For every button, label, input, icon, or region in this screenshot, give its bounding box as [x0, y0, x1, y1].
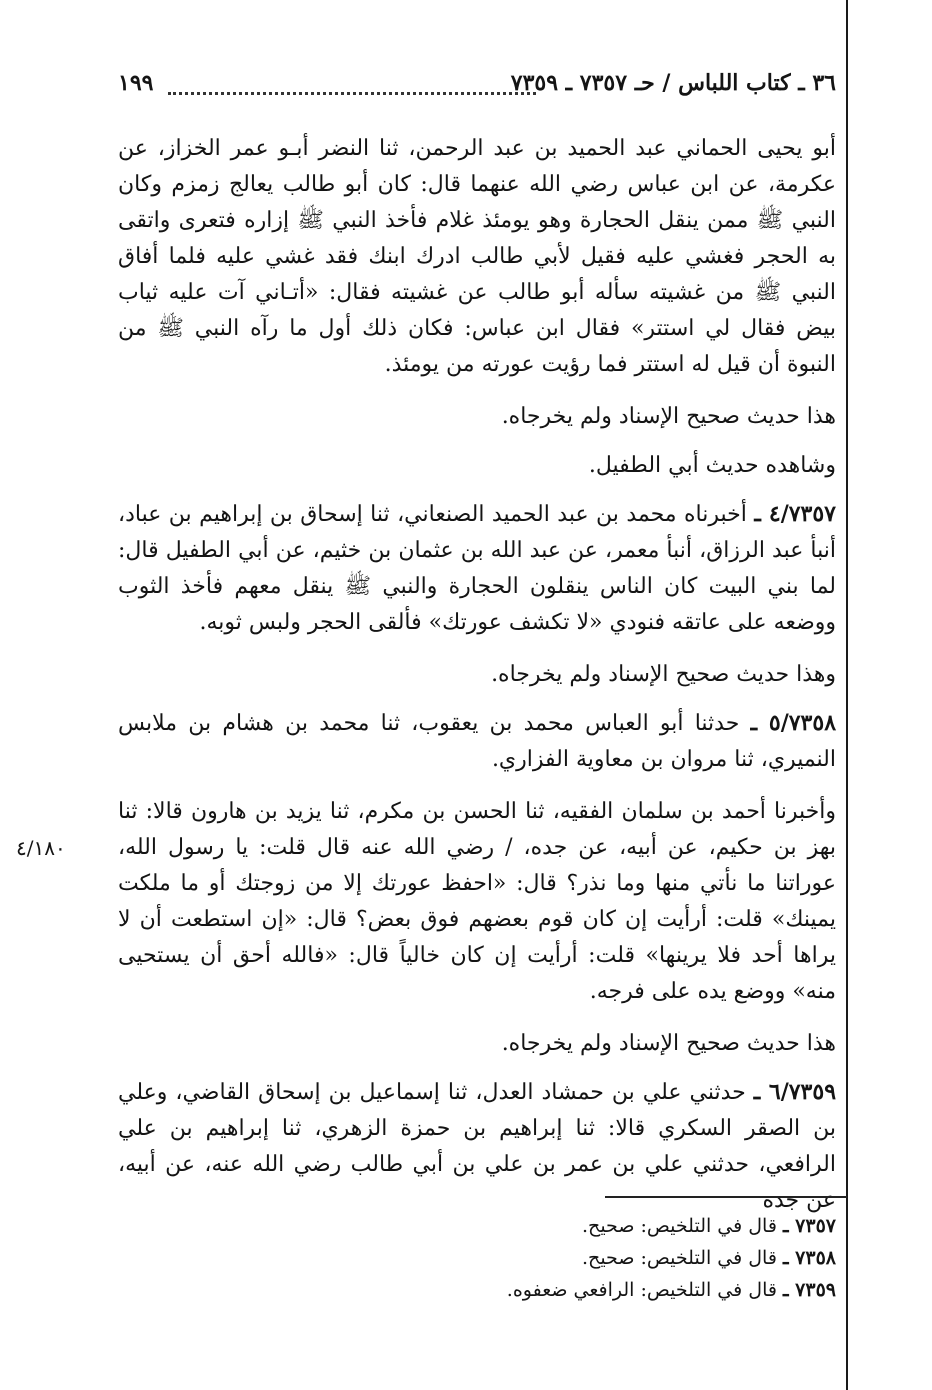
- footnote: ٧٣٥٩ ـ قال في التلخيص: الرافعي ضعفوه.: [506, 1279, 836, 1301]
- margin-reference: ٤/١٨٠: [16, 836, 66, 860]
- footnotes: [300, 1210, 836, 1306]
- hadith-number: ٥/٧٣٥٨ ـ: [750, 710, 837, 736]
- hadith-number: ٦/٧٣٥٩ ـ: [753, 1079, 837, 1105]
- hadith-number: ٤/٧٣٥٧ ـ: [754, 501, 836, 527]
- paragraph: وهذا حديث صحيح الإسناد ولم يخرجاه.: [491, 662, 836, 687]
- paragraph: وشاهده حديث أبي الطفيل.: [588, 453, 836, 478]
- paragraph: هذا حديث صحيح الإسناد ولم يخرجاه.: [501, 1031, 836, 1056]
- paragraph: وأخبرنا أحمد بن سلمان الفقيه، ثنا الحسن بن مكرم، ثنا يزيد بن هارون قالا: ثنا بهز بن حكيم، عن أبيه، عن جده، / رضي الله عنه قال قلت: يا رسول الله، عوراتنا ما نأتي منها وما نذر؟ قال: «احفظ عورتك إلا من زوجتك أو ما ملكت يمينك» قلت: أرأيت إن كان قوم بعضهم فوق بعض؟ قال: «إن استطعت أن لا يراها أحد فلا يرينها» قلت: أرأيت إن كان خالياً قال: «فالله أحق أن يستحيى منه» ووضع يده على فرجه.: [118, 799, 836, 1004]
- header-title: ٣٦ ـ كتاب اللباس / حـ ٧٣٥٧ ـ ٧٣٥٩: [510, 70, 836, 96]
- footnote: ٧٣٥٧ ـ قال في التلخيص: صحيح.: [582, 1215, 836, 1237]
- footnote-separator: [605, 1196, 847, 1198]
- header-dot-leader: [168, 92, 536, 95]
- hadith-paragraph: ٥/٧٣٥٨ ـ حدثنا أبو العباس محمد بن يعقوب، ثنا محمد بن هشام بن ملابس النميري، ثنا مروان بن معاوية الفزاري.: [118, 710, 837, 772]
- main-text: [118, 130, 836, 1234]
- footnote: ٧٣٥٨ ـ قال في التلخيص: صحيح.: [582, 1247, 836, 1269]
- page-binding-line: [846, 0, 848, 1390]
- running-header: [118, 66, 836, 106]
- paragraph: أبو يحيى الحماني عبد الحميد بن عبد الرحمن، ثنا النضر أبـو عمر الخزاز، عن عكرمة، عن ابن عباس رضي الله عنهما قال: كان أبو طالب يعالج زمزم وكان النبي ﷺ ممن ينقل الحجارة وهو يومئذ غلام فأخذ النبي ﷺ إزاره فتعرى واتقى به الحجر فغشي عليه فقيل لأبي طالب ادرك ابنك فقد غشي عليه فلما أفاق النبي ﷺ من غشيته سأله أبو طالب عن غشيته فقال: «أتـاني آت عليه ثياب بيض فقال لي استتر» فقال ابن عباس: فكان ذلك أول ما رآه النبي ﷺ من النبوة أن قيل له استتر فما رؤيت عورته من يومئذ.: [118, 136, 836, 377]
- page-number: ١٩٩: [118, 70, 154, 96]
- hadith-paragraph: ٤/٧٣٥٧ ـ أخبرناه محمد بن عبد الحميد الصنعاني، ثنا إسحاق بن إبراهيم بن عباد، أنبأ عبد الرزاق، أنبأ معمر، عن عبد الله بن عثمان بن خثيم، عن أبي الطفيل قال: لما بني البيت كان الناس ينقلون الحجارة والنبي ﷺ ينقل معهم فأخذ الثوب ووضعه على عاتقه فنودي «لا تكشف عورتك» فألقى الحجر ولبس ثوبه.: [118, 501, 836, 635]
- hadith-paragraph: ٦/٧٣٥٩ ـ حدثني علي بن حمشاد العدل، ثنا إسماعيل بن إسحاق القاضي، وعلي بن الصقر السكري قالا: ثنا إبراهيم بن حمزة الزهري، ثنا إبراهيم بن علي الرافعي، حدثني علي بن عمر بن علي بن أبي طالب رضي الله عنه، عن أبيه، عن جده: [118, 1079, 837, 1213]
- paragraph: هذا حديث صحيح الإسناد ولم يخرجاه.: [501, 404, 836, 429]
